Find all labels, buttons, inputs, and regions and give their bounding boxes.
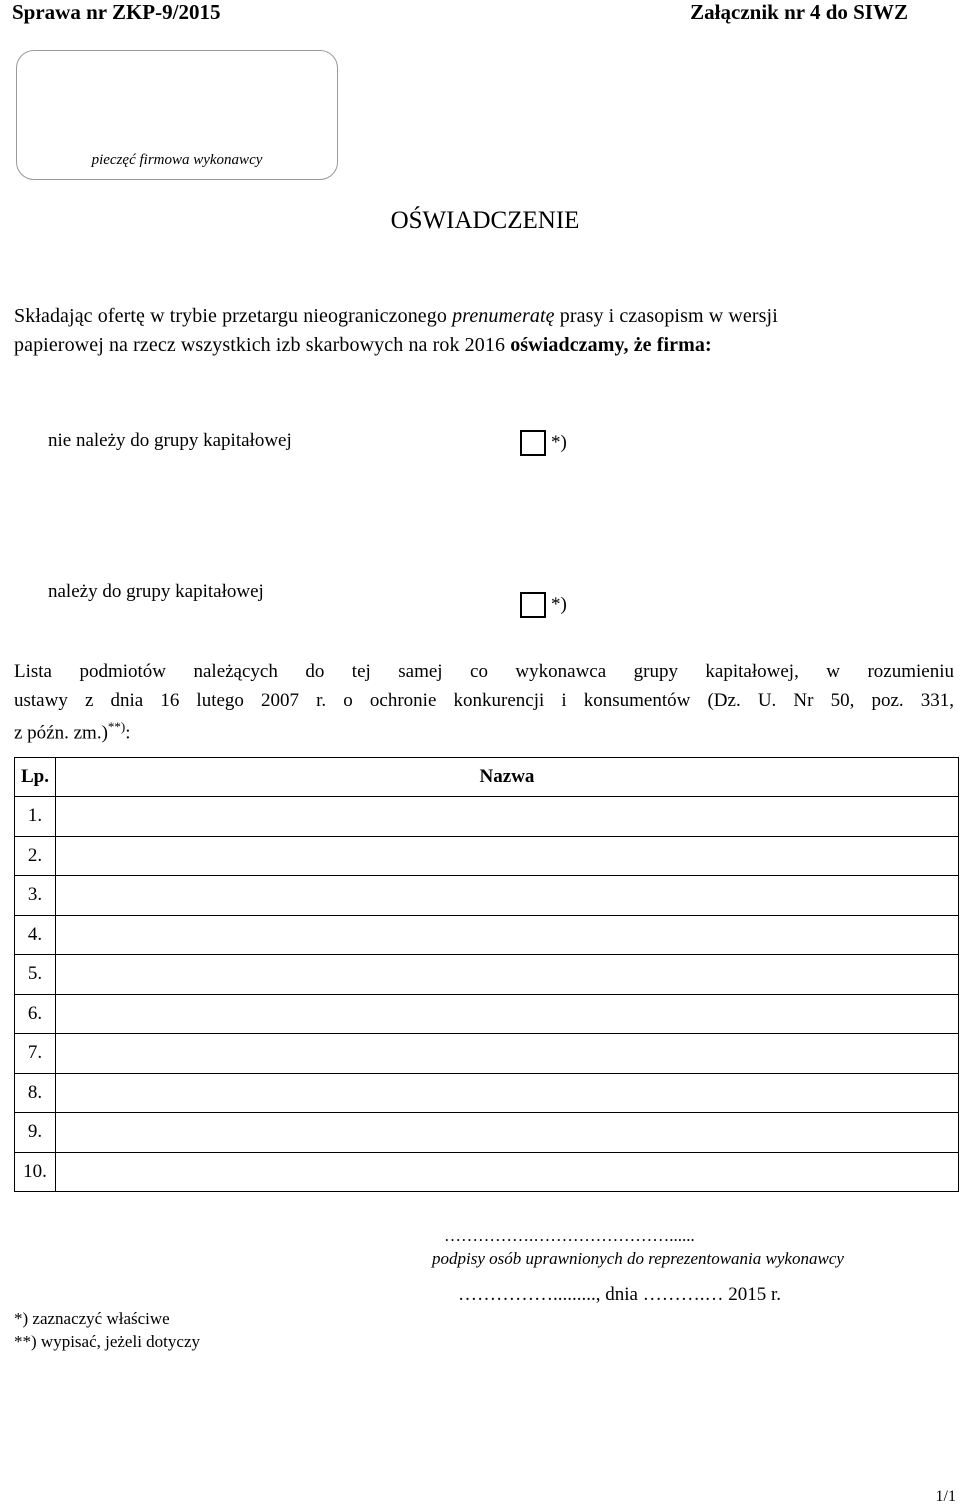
case-number: Sprawa nr ZKP-9/2015: [12, 0, 221, 24]
intro-text-2: prasy i czasopism w wersji: [554, 305, 778, 327]
row-number: 1.: [15, 797, 56, 837]
signature-caption: podpisy osób uprawnionych do reprezentowania wykonawcy: [432, 1249, 844, 1268]
intro-text-3: papierowej na rzecz wszystkich izb skarbowych na rok 2016: [14, 334, 511, 356]
row-name-cell[interactable]: [56, 1073, 959, 1113]
header-name: Nazwa: [56, 758, 959, 797]
row-number: 3.: [15, 876, 56, 916]
row-name-cell[interactable]: [56, 915, 959, 955]
option-not-member-checkbox[interactable]: [520, 430, 546, 456]
row-name-cell[interactable]: [56, 1152, 959, 1192]
row-number: 10.: [15, 1152, 56, 1192]
table-row: [15, 836, 959, 876]
table-row: [15, 1073, 959, 1113]
row-name-cell[interactable]: [56, 797, 959, 837]
table-row: [15, 1113, 959, 1153]
company-stamp-box: [16, 50, 338, 180]
intro-bold: oświadczamy, że firma:: [510, 334, 712, 356]
table-row: [15, 1152, 959, 1192]
intro-line-1: [14, 305, 778, 328]
intro-text: Składając ofertę w trybie przetargu nieograniczonego: [14, 305, 453, 327]
row-number: 8.: [15, 1073, 56, 1113]
row-name-cell[interactable]: [56, 836, 959, 876]
list-text-line-2: ustawy z dnia 16 lutego 2007 r. o ochronie konkurencji i konsumentów (Dz. U. Nr 50, poz. 331,: [14, 690, 954, 711]
option-not-member-marker: *): [551, 432, 567, 453]
row-number: 4.: [15, 915, 56, 955]
row-number: 6.: [15, 994, 56, 1034]
row-name-cell[interactable]: [56, 876, 959, 916]
intro-line-2: [14, 334, 712, 357]
option-not-member-label: nie należy do grupy kapitałowej: [48, 430, 292, 451]
date-line: ……………........., dnia ……….… 2015 r.: [458, 1284, 781, 1305]
row-name-cell[interactable]: [56, 1034, 959, 1074]
row-name-cell[interactable]: [56, 1113, 959, 1153]
list-text-3a: z późn. zm.): [14, 722, 108, 744]
page-number: 1/1: [935, 1488, 956, 1505]
attachment-label: Załącznik nr 4 do SIWZ: [690, 0, 908, 24]
table-row: [15, 797, 959, 837]
table-row: [15, 1034, 959, 1074]
row-name-cell[interactable]: [56, 994, 959, 1034]
option-member-checkbox[interactable]: [520, 592, 546, 618]
row-number: 5.: [15, 955, 56, 995]
table-row: [15, 876, 959, 916]
header-lp: Lp.: [15, 758, 56, 797]
table-row: [15, 955, 959, 995]
row-number: 7.: [15, 1034, 56, 1074]
option-member-label: należy do grupy kapitałowej: [48, 581, 264, 602]
stamp-label: pieczęć firmowa wykonawcy: [91, 152, 263, 168]
footnote-1: *) zaznaczyć właściwe: [14, 1309, 170, 1328]
intro-italic: prenumeratę: [452, 305, 555, 327]
list-text-3c: :: [125, 722, 131, 744]
signature-dots: …………….……………………......: [444, 1226, 695, 1245]
row-number: 9.: [15, 1113, 56, 1153]
list-text-sup: **): [107, 719, 126, 734]
table-row: [15, 915, 959, 955]
row-name-cell[interactable]: [56, 955, 959, 995]
list-text-line-3: [14, 719, 131, 744]
footnote-2: **) wypisać, jeżeli dotyczy: [14, 1332, 200, 1351]
row-number: 2.: [15, 836, 56, 876]
document-title: OŚWIADCZENIE: [390, 207, 580, 234]
list-text-line-1: Lista podmiotów należących do tej samej co wykonawca grupy kapitałowej, w rozumieniu: [14, 661, 954, 682]
option-member-marker: *): [551, 594, 567, 615]
table-row: [15, 994, 959, 1034]
entities-table: [14, 757, 959, 1192]
